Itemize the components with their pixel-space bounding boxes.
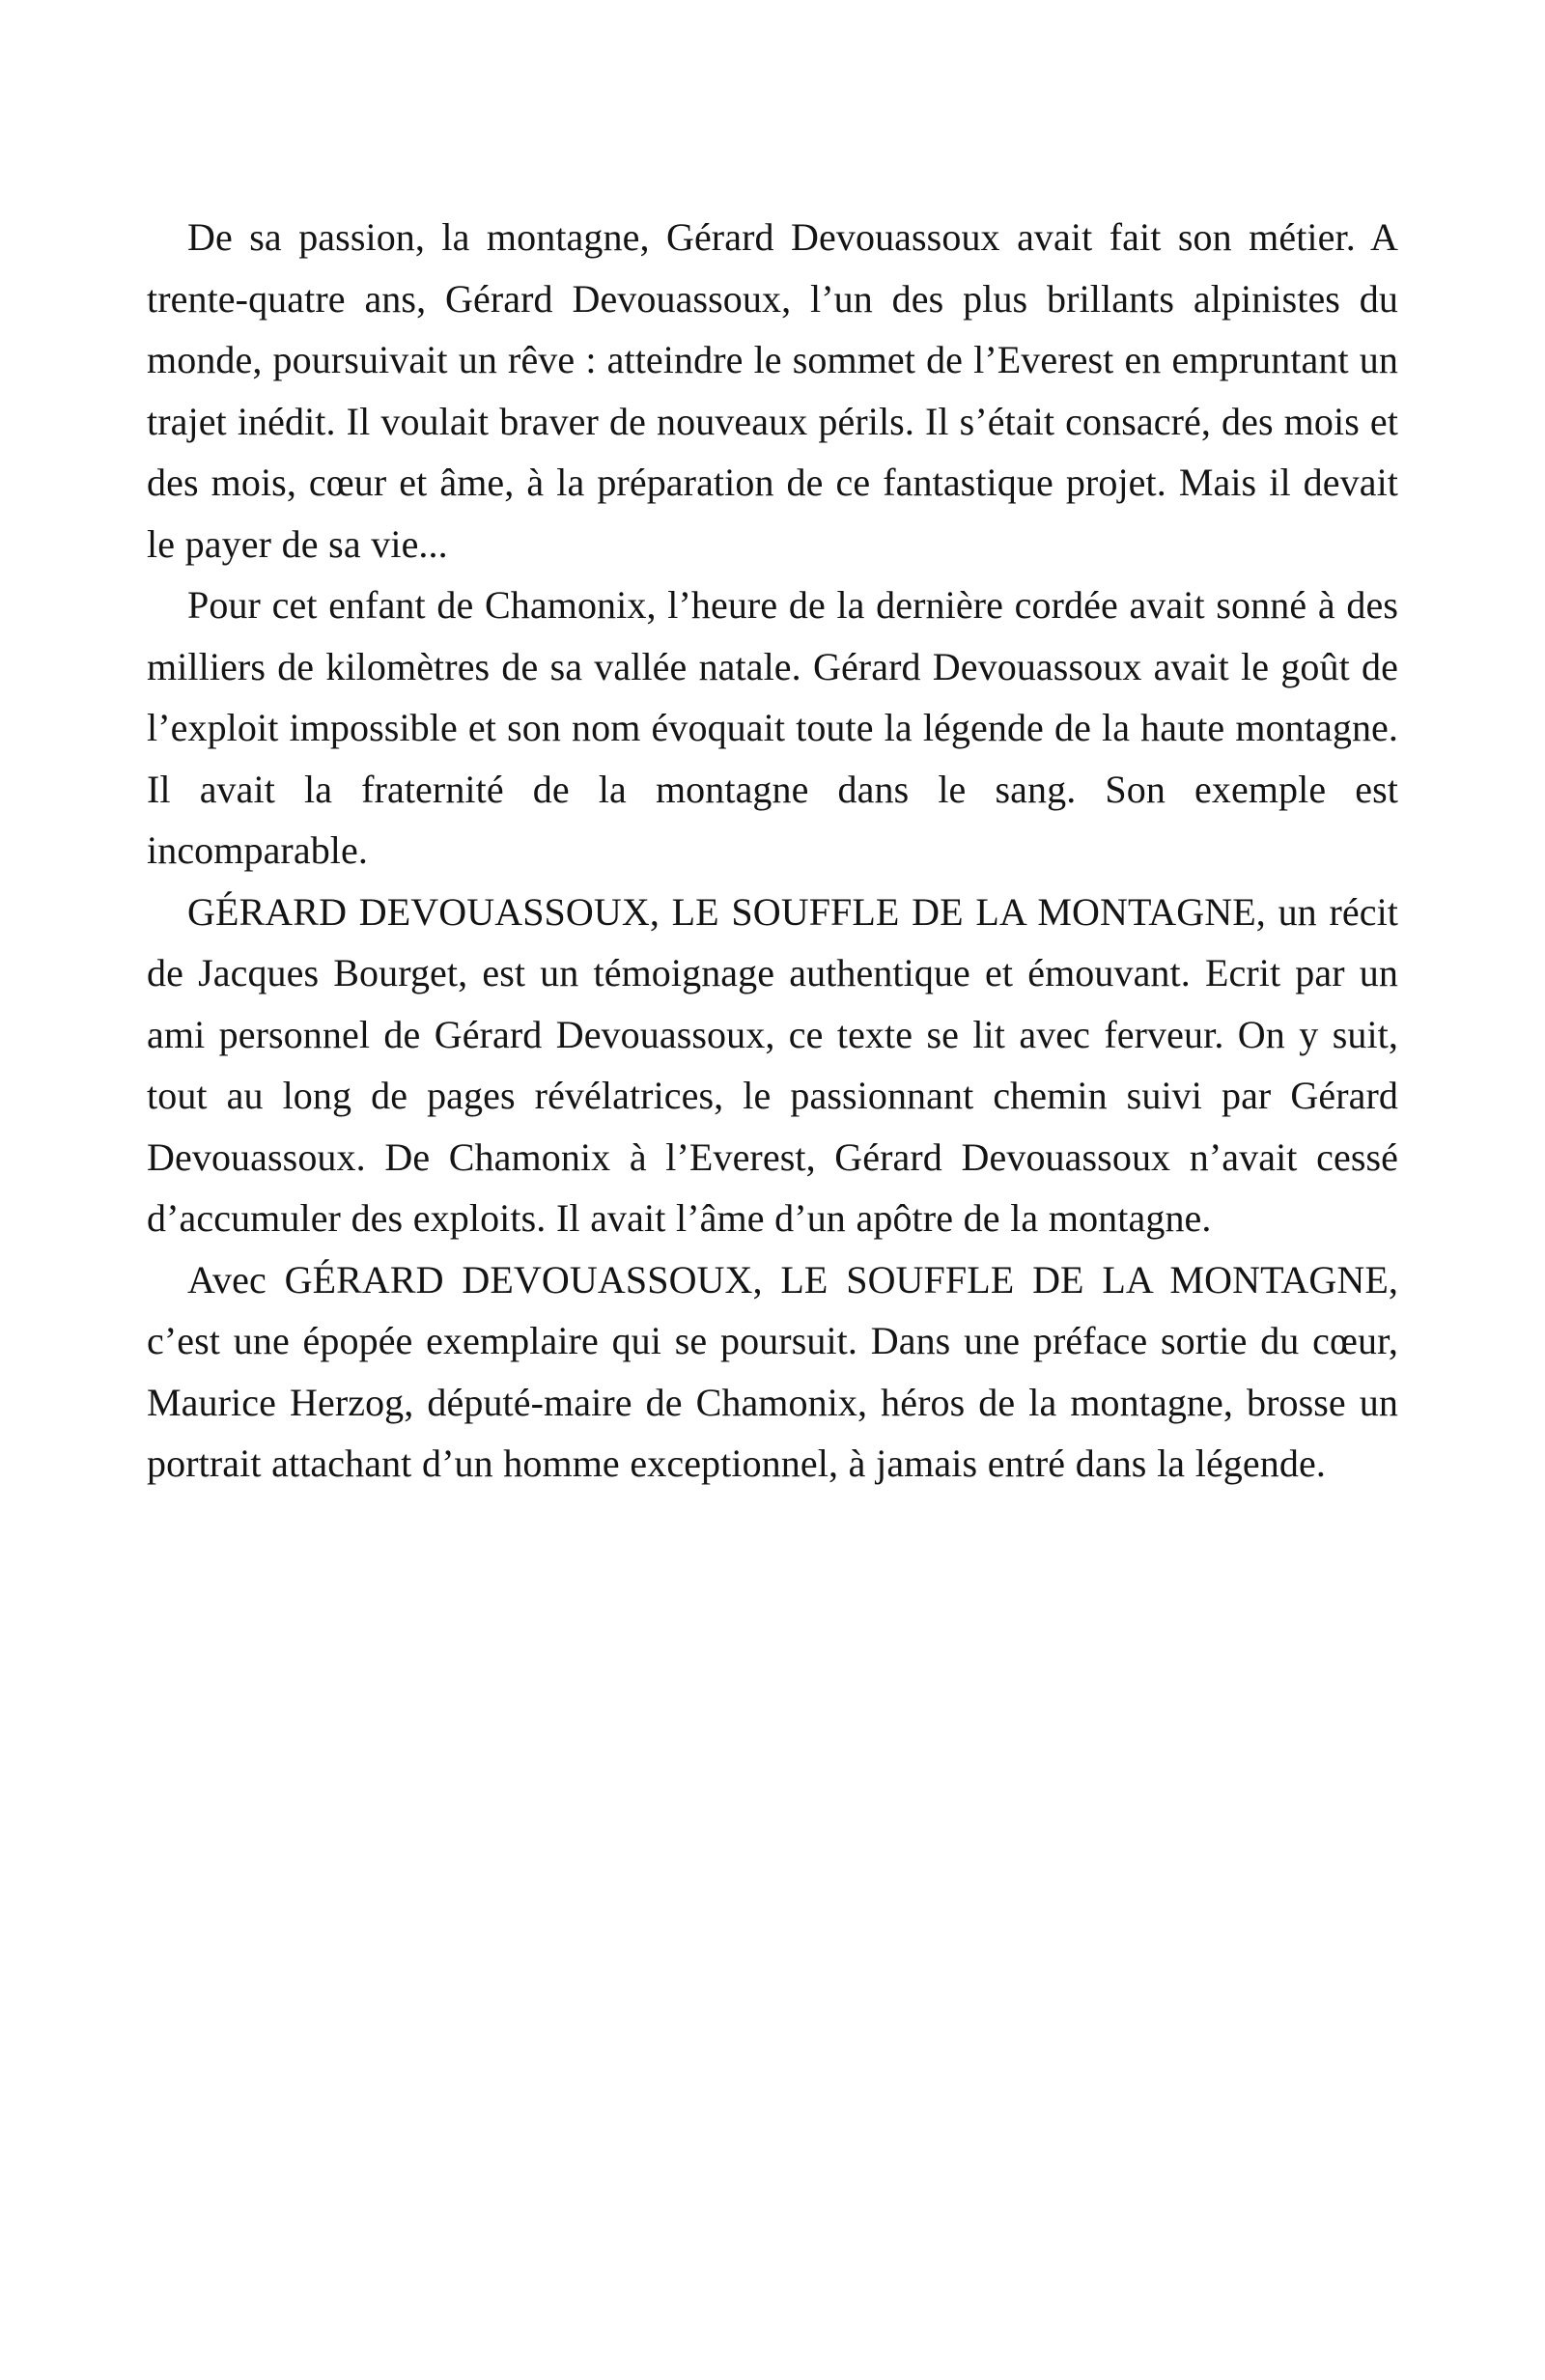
blurb-paragraph-4: Avec GÉRARD DEVOUASSOUX, LE SOUFFLE DE LA MONTAGNE, c’est une épopée exemplaire qui se poursuit. Dans une préface sortie du cœur, Maurice Herzog, député-maire de Chamonix, héros de la montagne, brosse un portrait attachant d’un homme exceptionnel, à jamais entré dans la légende.: [147, 1257, 1398, 1485]
blurb-paragraph-3: GÉRARD DEVOUASSOUX, LE SOUFFLE DE LA MONTAGNE, un récit de Jacques Bourget, est un témoignage authentique et émouvant. Ecrit par un ami personnel de Gérard Devouassoux, ce texte se lit avec ferveur. On y suit, tout au long de pages révélatrices, le passionnant chemin suivi par Gérard Devouassoux. De Chamonix à l’Everest, Gérard Devouassoux n’avait cessé d’accumuler des exploits. Il avait l’âme d’un apôtre de la montagne.: [147, 889, 1398, 1240]
blurb-paragraph-1: De sa passion, la montagne, Gérard Devouassoux avait fait son métier. A trente-quatre ans, Gérard Devouassoux, l’un des plus brillants alpinistes du monde, poursuivait un rêve : atteindre le sommet de l’Everest en empruntant un trajet inédit. Il voulait braver de nouveaux périls. Il s’était consacré, des mois et des mois, cœur et âme, à la préparation de ce fantastique projet. Mais il devait le payer de sa vie...: [147, 215, 1398, 566]
blurb-text-column: [147, 207, 1398, 1495]
blurb-paragraph-2: Pour cet enfant de Chamonix, l’heure de la dernière cordée avait sonné à des milliers de kilomètres de sa vallée natale. Gérard Devouassoux avait le goût de l’exploit impossible et son nom évoquait toute la légende de la haute montagne. Il avait la fraternité de la montagne dans le sang. Son exemple est incomparable.: [147, 583, 1398, 872]
